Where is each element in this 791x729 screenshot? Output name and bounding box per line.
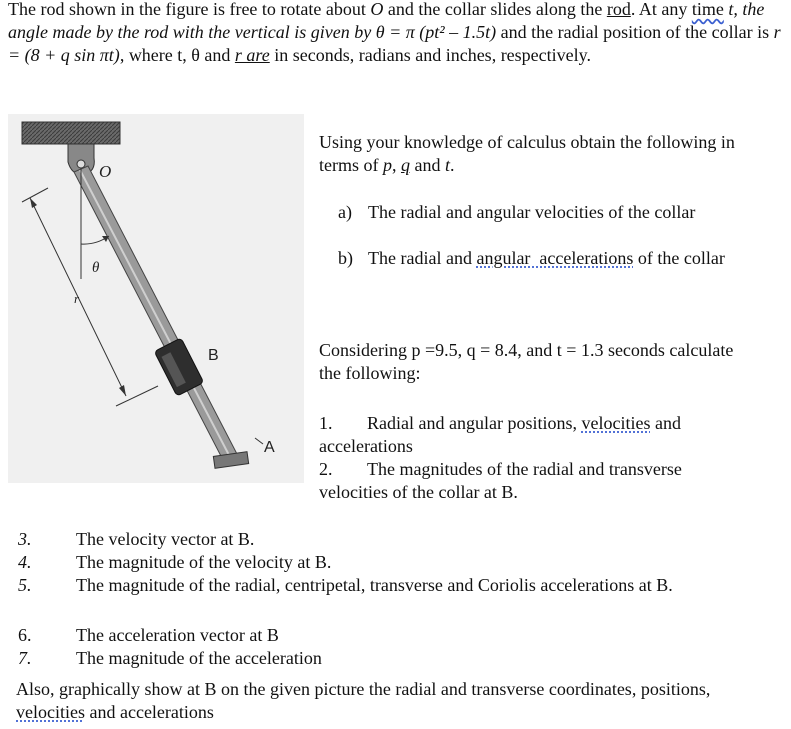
item-b-underlined: angular accelerations [476,248,634,268]
intro-rod: rod [606,0,631,19]
list-item-num: 4. [18,552,32,572]
consider-line-1: Considering p =9.5, q = 8.4, and t = 1.3 seconds calculate [319,340,734,360]
list-item-num: 7. [18,648,32,668]
list-item-text: The acceleration vector at B [76,625,279,645]
consider-line-2: the following: [319,363,421,383]
item-b-text-post: of the collar [633,248,725,268]
intro-text-5: and the radial position of the collar is [496,22,774,42]
item-1 [319,412,789,435]
item-b-text-pre: The radial and [368,248,477,268]
item-2-line-2: velocities of the collar at B. [319,482,518,502]
label-b: B [208,347,219,364]
item-b-label: b) [338,248,353,268]
ceiling-support [22,122,120,144]
intro-text-4: t, the angle made by the rod with the vertical is given by [8,0,765,42]
item-a [338,201,695,224]
rod-collar-figure [8,114,304,483]
list-item-num: 3. [18,529,32,549]
r-arrow-bottom [119,385,126,396]
item-2-text: The magnitudes of the radial and transverse [367,459,682,479]
rod-end-cap [213,452,248,469]
r-extension-top [22,188,48,202]
figure-drawing [8,114,304,483]
label-theta: θ [92,260,100,276]
list-item-text: The magnitude of the acceleration [76,648,322,668]
r-arrow-top [30,198,37,208]
intro-text-2: and the collar slides along the [383,0,607,19]
list-item-text: The velocity vector at B. [76,529,255,549]
calc-intro-and: and [409,155,445,175]
item-1-num: 1. [319,413,333,433]
item-b [338,247,725,270]
intro-theta-equation: θ = π (pt² – 1.5t) [375,22,497,42]
calc-intro-line-2 [319,154,789,177]
a-pointer [255,438,263,444]
intro-paragraph [8,0,786,67]
item-1-text-post: and [650,413,681,433]
item-1-velocities: velocities [581,413,651,433]
calc-intro-comma: , [391,155,401,175]
list-item-num: 6. [18,625,32,645]
intro-time: time [691,0,724,19]
list-item-text: The magnitude of the radial, centripetal, transverse and Coriolis accelerations at B. [76,575,673,595]
closing-text-post: and accelerations [84,702,214,722]
label-o: O [99,162,112,181]
intro-text-7: in seconds, radians and inches, respectively. [269,45,591,65]
item-2 [319,458,789,481]
intro-r-are: r are [234,45,270,65]
intro-text-6: , where t, θ and [119,45,235,65]
list-item-num: 5. [18,575,32,595]
calc-intro-dot: . [450,155,455,175]
intro-o: O [370,0,384,19]
intro-text-3: . At any [630,0,692,19]
rod-highlight [80,170,230,457]
calc-intro-line-1: Using your knowledge of calculus obtain the following in [319,132,735,152]
intro-r-equation: r = (8 + q sin πt) [8,22,781,65]
item-1-line-2: accelerations [319,436,413,456]
calc-intro-terms: terms of [319,155,383,175]
calc-intro-p: p [382,155,392,175]
label-a: A [264,439,275,456]
item-1-text-pre: Radial and angular positions, [367,413,582,433]
item-a-label: a) [338,202,352,222]
pivot-pin [77,160,85,168]
calc-intro-q: q [400,155,410,175]
list-item-text: The magnitude of the velocity at B. [76,552,332,572]
intro-text-1: The rod shown in the figure is free to rotate about [8,0,371,19]
closing-velocities: velocities [16,702,85,722]
closing-line-2 [16,701,214,724]
item-a-text: The radial and angular velocities of the collar [368,202,696,222]
item-2-num: 2. [319,459,333,479]
label-r: r [74,291,80,306]
closing-line-1: Also, graphically show at B on the given picture the radial and transverse coordinates, positions, [16,679,711,699]
calc-intro-t: t [444,155,450,175]
